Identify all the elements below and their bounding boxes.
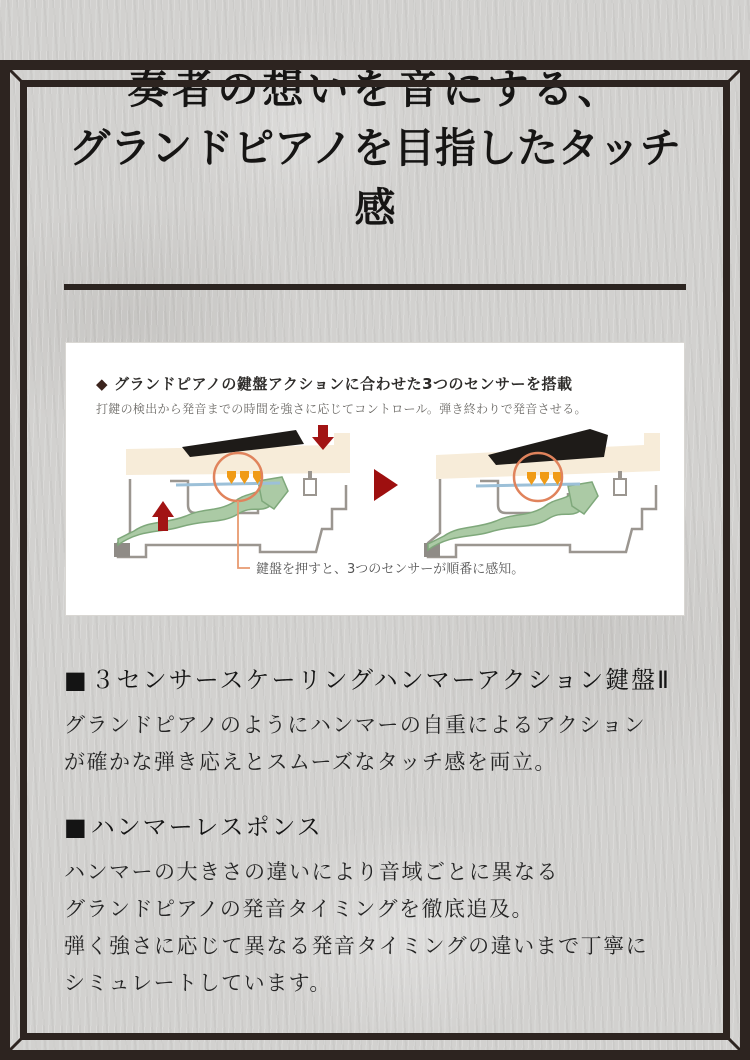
sensor-diagram-panel [65, 342, 685, 616]
section-hammer-response [64, 807, 686, 1002]
body-line: シミュレートしています。 [64, 971, 332, 996]
page-title [64, 60, 686, 238]
body-line: グランドピアノのようにハンマーの自重によるアクション [64, 713, 647, 738]
transition-arrow-icon [374, 469, 398, 501]
page-content [0, 60, 750, 1002]
panel-heading [96, 373, 654, 394]
capstan-detail [614, 479, 626, 495]
key-action-diagram [66, 421, 686, 589]
whippen-green [428, 491, 588, 550]
section-heading [64, 660, 686, 695]
diagram-caption: 鍵盤を押すと、3つのセンサーが順番に感知。 [256, 562, 525, 578]
screw-detail [618, 471, 622, 479]
body-line: が確かな弾き応えとスムーズなタッチ感を両立。 [64, 750, 557, 775]
sensor-1 [527, 472, 536, 485]
section-3sensor-action [64, 660, 686, 781]
capstan-detail [304, 479, 316, 495]
action-diagram-pressed [424, 429, 660, 557]
sensor-1 [227, 471, 236, 484]
screw-detail [308, 471, 312, 479]
section-heading-text: ハンマーレスポンス [90, 813, 323, 842]
panel-subheading: 打鍵の検出から発音までの時間を強さに応じてコントロール。弾き終わりで発音させる。 [96, 402, 587, 417]
body-line: ハンマーの大きさの違いにより音域ごとに異なる [64, 860, 559, 885]
panel-header [66, 343, 684, 417]
square-bullet-icon: ■ [64, 666, 89, 695]
body-line: 弾く強さに応じて異なる発音タイミングの違いまで丁寧に [64, 934, 649, 959]
section-heading-text: ３センサースケーリングハンマーアクション鍵盤Ⅱ [90, 666, 671, 695]
action-frame-outline [118, 479, 346, 557]
body-line: グランドピアノの発音タイミングを徹底追及。 [64, 897, 534, 922]
title-divider [64, 284, 686, 290]
page-title-line2: グランドピアノを目指したタッチ感 [69, 124, 681, 232]
sensor-2 [240, 471, 249, 484]
page-title-line1: 奏者の想いを音にする、 [127, 65, 623, 113]
section-body [64, 854, 686, 1002]
square-bullet-icon: ■ [64, 813, 89, 842]
diamond-icon: ◆ [96, 375, 109, 394]
section-heading [64, 807, 686, 842]
sensor-2 [540, 472, 549, 485]
section-body [64, 707, 686, 781]
panel-heading-text: グランドピアノの鍵盤アクションに合わせた3つのセンサーを搭載 [114, 375, 573, 394]
action-diagram-released [114, 425, 350, 557]
key-block [114, 543, 130, 557]
sensor-rail [476, 484, 580, 486]
sensor-rail [176, 483, 280, 485]
